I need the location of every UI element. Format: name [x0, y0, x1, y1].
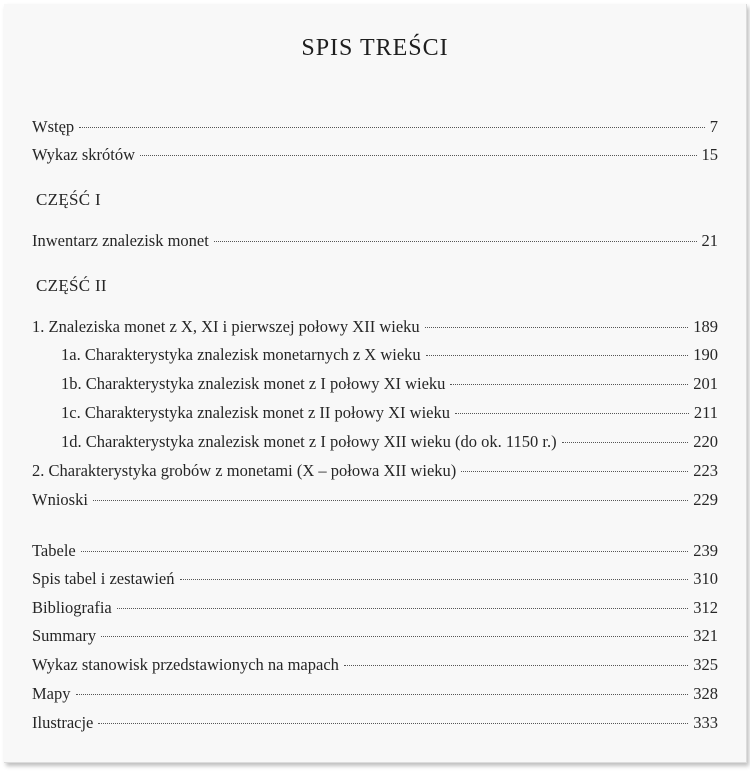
document-page — [4, 4, 747, 763]
page-title: SPIS TREŚCI — [301, 35, 449, 61]
toc-entry-wnioski[interactable] — [32, 490, 718, 510]
toc-entry-page: 190 — [693, 345, 718, 364]
toc-entry-label: 1. Znaleziska monet z X, XI i pierwszej połowy XII wieku — [32, 317, 420, 336]
toc-entry-page: 229 — [693, 490, 718, 509]
part-1-heading: CZĘŚĆ I — [36, 190, 101, 209]
toc-entry-summary[interactable] — [32, 626, 718, 646]
toc-entry-page: 312 — [693, 598, 718, 617]
dot-leader — [117, 608, 689, 609]
toc-entry-chapter-1[interactable] — [32, 317, 718, 337]
toc-entry-page: 321 — [693, 626, 718, 645]
toc-entry-page: 201 — [693, 374, 718, 393]
dot-leader — [562, 442, 689, 443]
toc-entry-label: Wnioski — [32, 490, 88, 509]
toc-entry-wykaz-skrotow[interactable] — [32, 145, 718, 165]
toc-entry-label: 1b. Charakterystyka znalezisk monet z I połowy XI wieku — [61, 374, 446, 393]
toc-entry-page: 223 — [693, 461, 718, 480]
dot-leader — [79, 127, 705, 128]
toc-entry-label: Mapy — [32, 684, 71, 703]
dot-leader — [461, 471, 688, 472]
dot-leader — [93, 500, 688, 501]
toc-entry-page: 211 — [693, 403, 718, 422]
toc-entry-chapter-1c[interactable] — [61, 403, 718, 423]
toc-entry-chapter-1a[interactable] — [61, 345, 718, 365]
toc-entry-inwentarz[interactable] — [32, 231, 718, 251]
toc-entry-page: 328 — [693, 684, 718, 703]
dot-leader — [180, 579, 689, 580]
toc-entry-label: Spis tabel i zestawień — [32, 569, 175, 588]
toc-entry-chapter-1d[interactable] — [61, 432, 718, 452]
toc-entry-label: 1c. Charakterystyka znalezisk monet z II połowy XI wieku — [61, 403, 450, 422]
dot-leader — [455, 413, 689, 414]
toc-entry-label: Inwentarz znalezisk monet — [32, 231, 209, 250]
toc-entry-label: Bibliografia — [32, 598, 112, 617]
toc-entry-label: Ilustracje — [32, 713, 94, 732]
dot-leader — [425, 327, 689, 328]
dot-leader — [426, 355, 689, 356]
toc-entry-label: Wstęp — [32, 117, 75, 136]
toc-entry-page: 239 — [693, 541, 718, 560]
toc-entry-page: 220 — [693, 432, 718, 451]
toc-entry-page: 333 — [693, 713, 718, 732]
toc-entry-label: Wykaz stanowisk przedstawionych na mapach — [32, 655, 339, 674]
dot-leader — [450, 384, 688, 385]
toc-entry-page: 310 — [693, 569, 718, 588]
toc-entry-chapter-2[interactable] — [32, 461, 718, 481]
toc-entry-label: Wykaz skrótów — [32, 145, 136, 164]
dot-leader — [101, 636, 688, 637]
toc-entry-ilustracje[interactable] — [32, 713, 718, 733]
toc-entry-label: 2. Charakterystyka grobów z monetami (X – połowa XII wieku) — [32, 461, 457, 480]
toc-entry-bibliografia[interactable] — [32, 598, 718, 618]
toc-entry-label: 1a. Charakterystyka znalezisk monetarnych z X wieku — [61, 345, 421, 364]
toc-entry-spis-tabel[interactable] — [32, 569, 718, 589]
toc-entry-page: 325 — [693, 655, 718, 674]
toc-entry-tabele[interactable] — [32, 541, 718, 561]
toc-entry-wykaz-stanowisk[interactable] — [32, 655, 718, 675]
dot-leader — [140, 155, 696, 156]
part-2-heading: CZĘŚĆ II — [36, 276, 107, 295]
dot-leader — [81, 551, 689, 552]
dot-leader — [214, 241, 697, 242]
toc-entry-chapter-1b[interactable] — [61, 374, 718, 394]
toc-entry-page: 15 — [701, 145, 718, 164]
toc-entry-label: Tabele — [32, 541, 76, 560]
toc-entry-wstep[interactable] — [32, 117, 718, 137]
dot-leader — [76, 694, 689, 695]
toc-entry-label: Summary — [32, 626, 97, 645]
toc-entry-mapy[interactable] — [32, 684, 718, 704]
dot-leader — [98, 723, 688, 724]
toc-entry-page: 21 — [701, 231, 718, 250]
toc-entry-label: 1d. Charakterystyka znalezisk monet z I połowy XII wieku (do ok. 1150 r.) — [61, 432, 557, 451]
toc-entry-page: 189 — [693, 317, 718, 336]
toc-entry-page: 7 — [709, 117, 718, 136]
dot-leader — [344, 665, 688, 666]
